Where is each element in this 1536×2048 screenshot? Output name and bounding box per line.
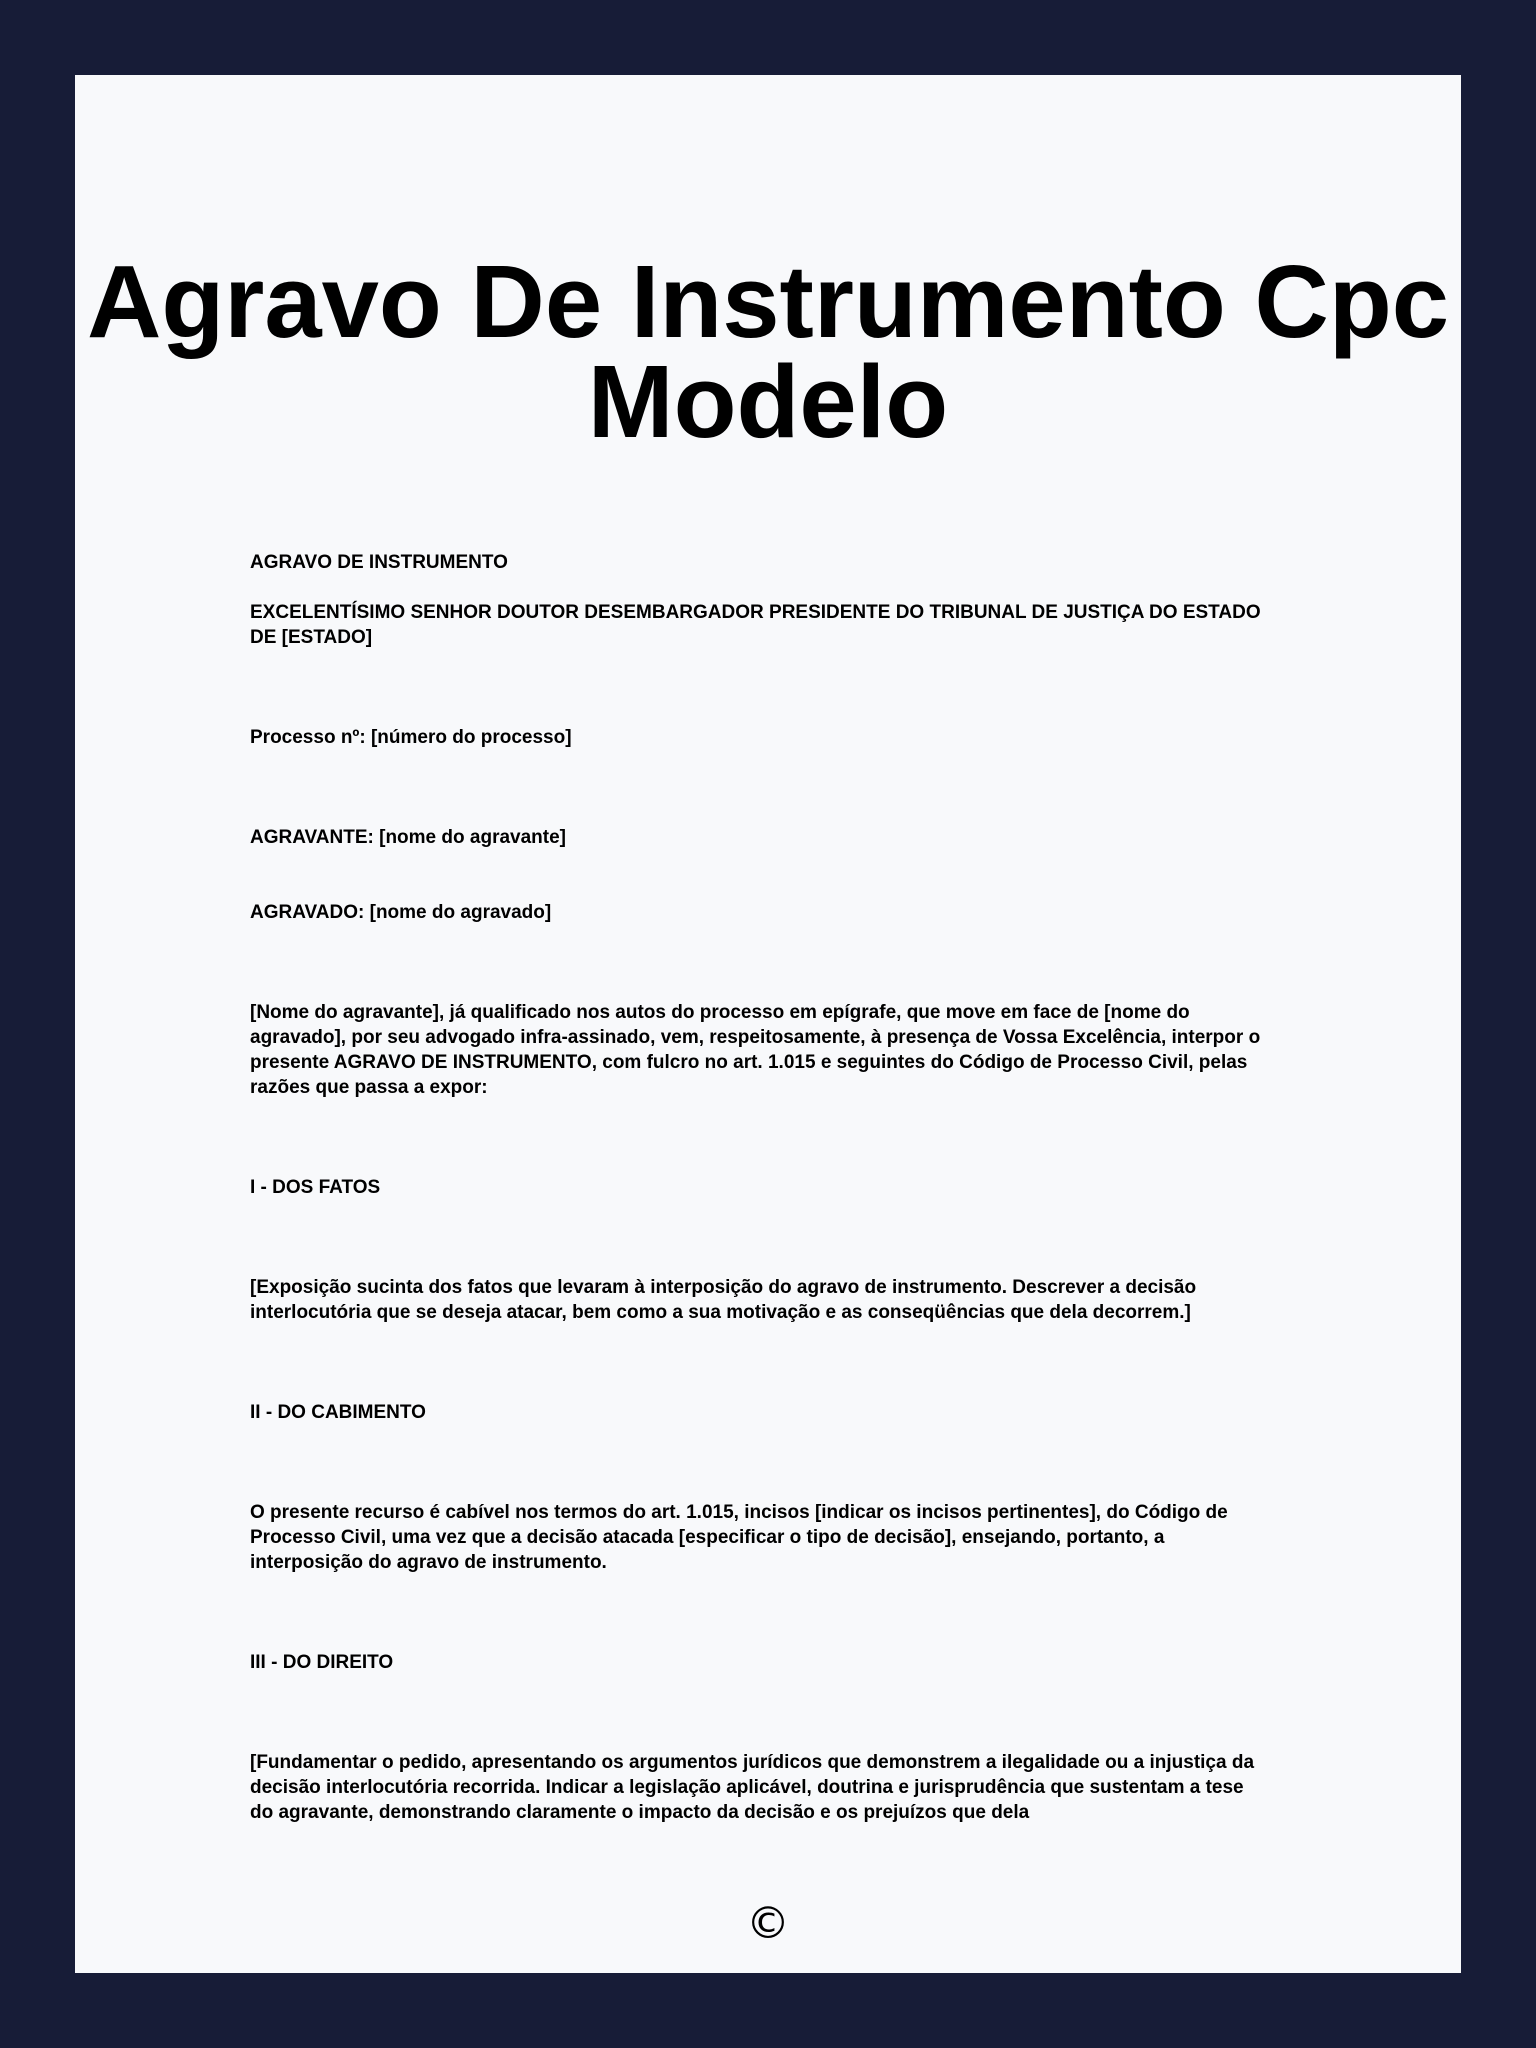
direito-paragraph: [Fundamentar o pedido, apresentando os argumentos jurídicos que demonstrem a ilegalidade ou a injustiça da decisão interlocutória recorrida. Indicar a legislação aplicável, doutrina e jurisprudência que sustentam a tese do agravante, demonstrando claramente o impacto da decisão e os prejuízos que dela: [250, 1752, 1255, 1823]
section-heading-direito: III - DO DIREITO: [250, 1652, 394, 1673]
agravado: AGRAVADO: [nome do agravado]: [250, 902, 552, 923]
heading-agravo: AGRAVO DE INSTRUMENTO: [250, 552, 508, 573]
copyright-icon: ©: [746, 1898, 790, 1949]
intro-paragraph: [Nome do agravante], já qualificado nos autos do processo em epígrafe, que move em face de [nome do agravado], por seu advogado infra-assinado, vem, respeitosamente, à presença de Vossa Excelência, interpor o presente AGRAVO DE INSTRUMENTO, com fulcro no art. 1.015 e seguintes do Código de Processo Civil, pelas razões que passa a expor:: [250, 1002, 1261, 1098]
agravante: AGRAVANTE: [nome do agravante]: [250, 827, 566, 848]
document-page: [75, 75, 1461, 1973]
fatos-paragraph: [Exposição sucinta dos fatos que levaram à interposição do agravo de instrumento. Descrever a decisão interlocutória que se deseja atacar, bem como a sua motivação e as conseqüências que dela decorrem.]: [250, 1277, 1197, 1323]
document-title: Agravo De Instrumento Cpc Modelo: [86, 244, 1450, 459]
section-heading-cabimento: II - DO CABIMENTO: [250, 1402, 426, 1423]
process-number: Processo nº: [número do processo]: [250, 727, 572, 748]
section-heading-fatos: I - DOS FATOS: [250, 1177, 381, 1198]
document-body: [250, 550, 1270, 1825]
cabimento-paragraph: O presente recurso é cabível nos termos do art. 1.015, incisos [indicar os incisos pertinentes], do Código de Processo Civil, uma vez que a decisão atacada [especificar o tipo de decisão], ensejando, portanto, a interposição do agravo de instrumento.: [250, 1502, 1228, 1573]
addressee: EXCELENTÍSIMO SENHOR DOUTOR DESEMBARGADOR PRESIDENTE DO TRIBUNAL DE JUSTIÇA DO ESTADO DE [ESTADO]: [250, 602, 1261, 648]
